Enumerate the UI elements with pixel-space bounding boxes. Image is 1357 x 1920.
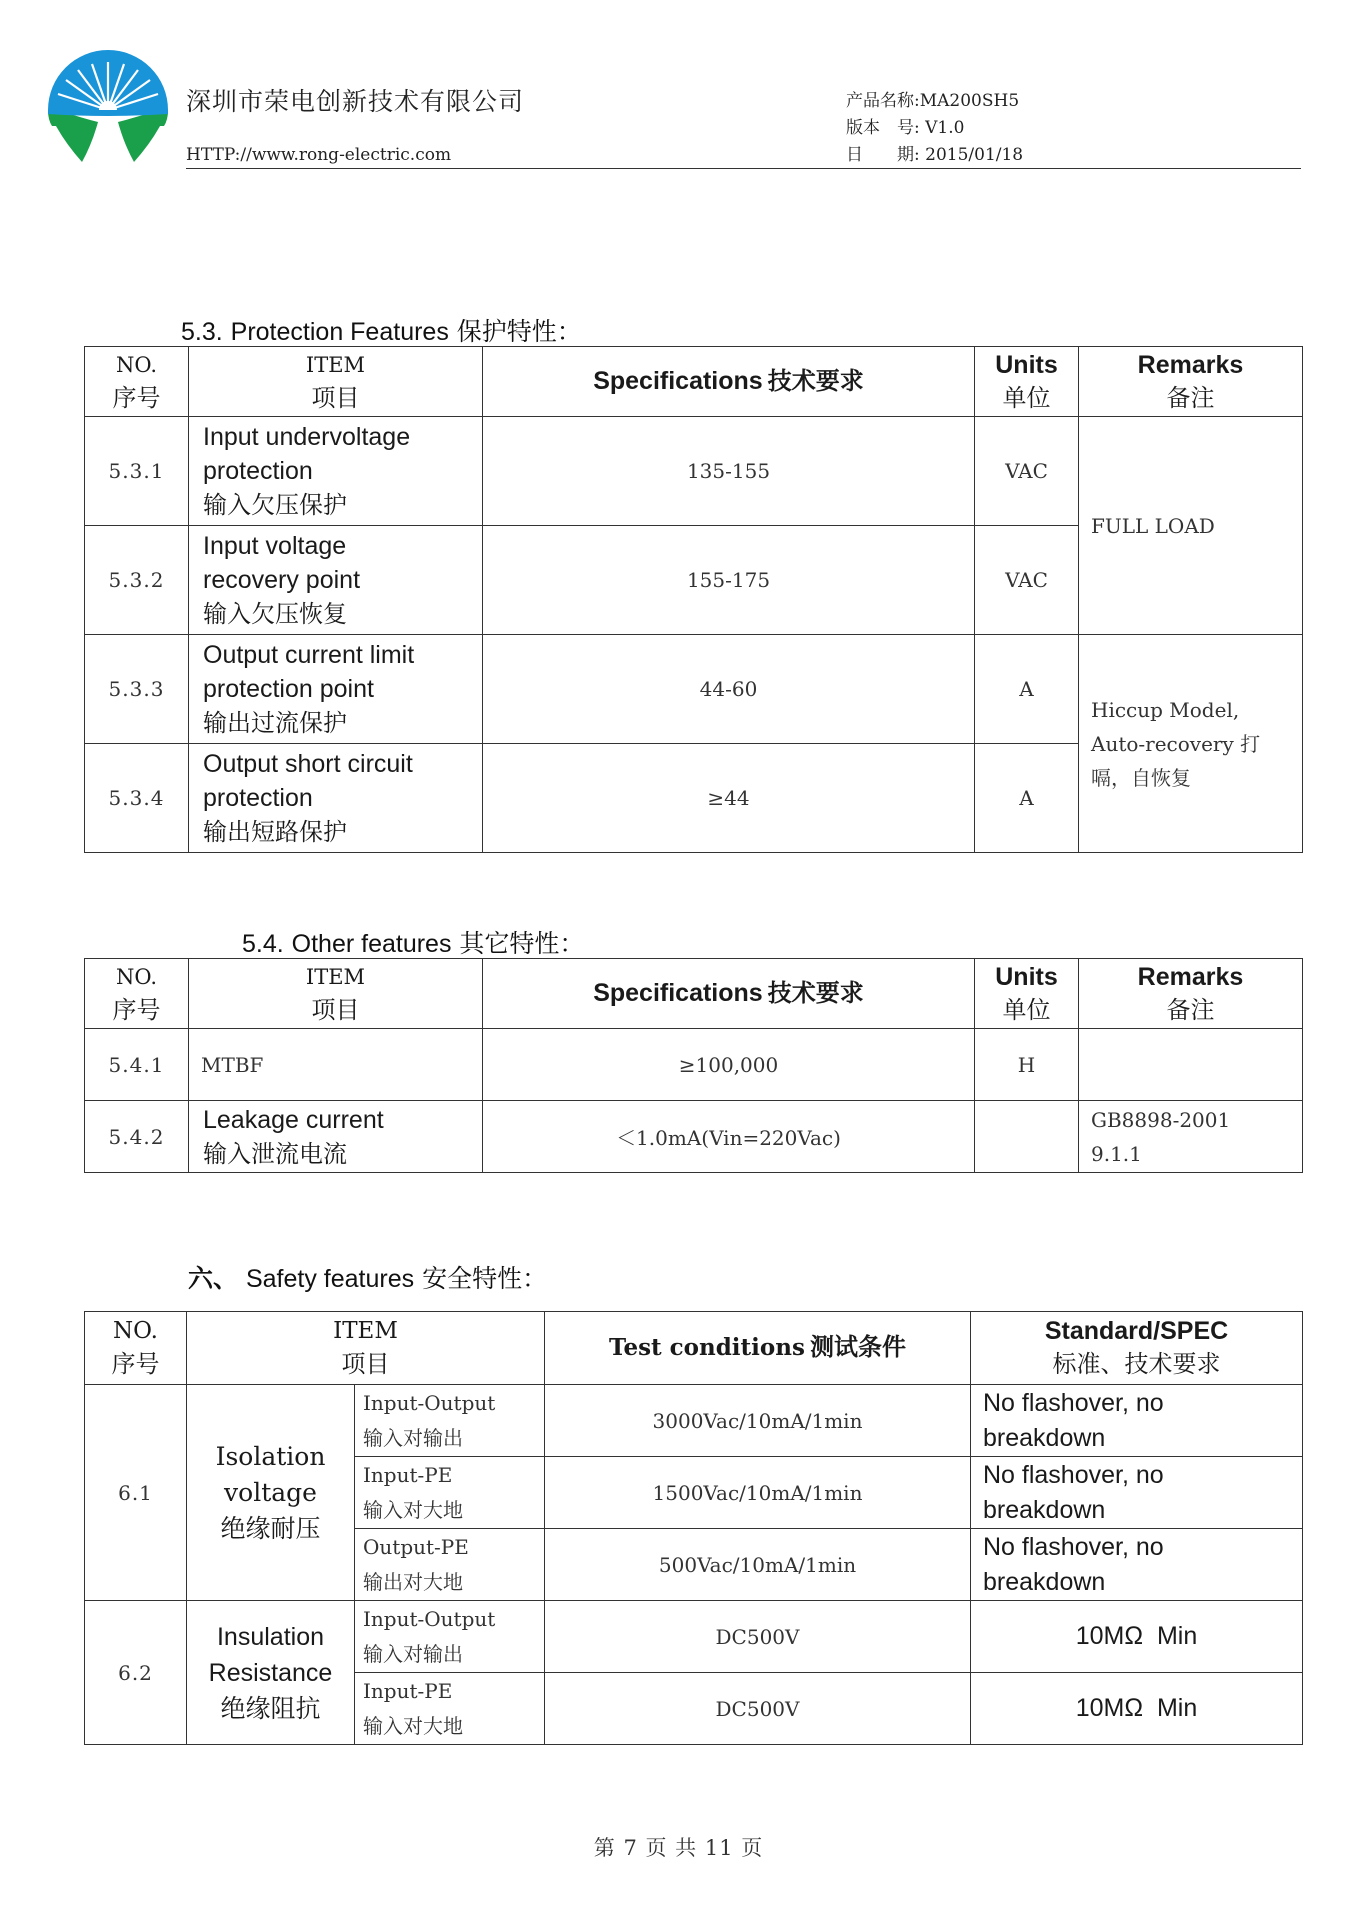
document-meta — [846, 88, 1023, 169]
header-rule — [186, 168, 1301, 169]
company-logo — [42, 48, 174, 168]
group-name: Isolation voltage 绝缘耐压 — [187, 1385, 355, 1601]
row-remark — [1079, 1029, 1303, 1101]
row-no: 5.4.1 — [85, 1029, 189, 1101]
table-row — [85, 417, 1303, 526]
row-no: 5.4.2 — [85, 1101, 189, 1173]
header-units: Units 单位 — [975, 347, 1079, 417]
row-unit: H — [975, 1029, 1079, 1101]
company-name: 深圳市荣电创新技术有限公司 — [186, 87, 525, 116]
row-no: 5.3.1 — [85, 417, 189, 526]
table-row — [85, 1101, 1303, 1173]
header-spec: Specifications 技术要求 — [483, 959, 975, 1029]
group-name: Insulation Resistance 绝缘阻抗 — [187, 1601, 355, 1745]
header-item: ITEM 项目 — [189, 959, 483, 1029]
row-item: Input voltage recovery point 输入欠压恢复 — [189, 526, 483, 635]
header-no: NO. 序号 — [85, 959, 189, 1029]
date: 日 期: 2015/01/18 — [846, 145, 1024, 165]
test-condition: 500Vac/10mA/1min — [545, 1529, 971, 1601]
sub-item: Output-PE 输出对大地 — [355, 1529, 545, 1601]
row-item: Input undervoltage protection 输入欠压保护 — [189, 417, 483, 526]
test-condition: 3000Vac/10mA/1min — [545, 1385, 971, 1457]
row-no: 5.3.4 — [85, 744, 189, 853]
protection-table — [84, 346, 1303, 853]
test-condition: DC500V — [545, 1673, 971, 1745]
sub-item: Input-PE 输入对大地 — [355, 1457, 545, 1529]
row-spec: 155-175 — [483, 526, 975, 635]
table-row — [85, 1385, 1303, 1457]
table-row — [85, 1601, 1303, 1673]
row-unit: A — [975, 635, 1079, 744]
standard-spec: 10MΩ Min — [971, 1601, 1303, 1673]
header-standard: Standard/SPEC 标准、技术要求 — [971, 1312, 1303, 1385]
row-unit: VAC — [975, 526, 1079, 635]
table-row — [85, 635, 1303, 744]
header-remarks: Remarks 备注 — [1079, 347, 1303, 417]
row-item: Leakage current 输入泄流电流 — [189, 1101, 483, 1173]
header-no: NO. 序号 — [85, 1312, 187, 1385]
row-item: Output short circuit protection 输出短路保护 — [189, 744, 483, 853]
company-url: HTTP://www.rong-electric.com — [186, 145, 452, 165]
row-spec: ≥44 — [483, 744, 975, 853]
standard-spec: No flashover, no breakdown — [971, 1529, 1303, 1601]
row-unit: A — [975, 744, 1079, 853]
header-item: ITEM 项目 — [187, 1312, 545, 1385]
remark-hiccup: Hiccup Model, Auto-recovery 打 嗝，自恢复 — [1079, 635, 1303, 853]
row-remark: GB8898-2001 9.1.1 — [1079, 1101, 1303, 1173]
table-row — [85, 1029, 1303, 1101]
safety-table — [84, 1311, 1303, 1745]
row-item: Output current limit protection point 输出过流保护 — [189, 635, 483, 744]
header-item: ITEM 项目 — [189, 347, 483, 417]
row-unit — [975, 1101, 1079, 1173]
row-spec: ＜1.0mA(Vin=220Vac) — [483, 1101, 975, 1173]
sub-item: Input-Output 输入对输出 — [355, 1601, 545, 1673]
header-units: Units 单位 — [975, 959, 1079, 1029]
product-name: 产品名称:MA200SH5 — [846, 91, 1020, 111]
section-title-safety: 六、 Safety features 安全特性： — [188, 1264, 548, 1293]
standard-spec: No flashover, no breakdown — [971, 1457, 1303, 1529]
group-no: 6.2 — [85, 1601, 187, 1745]
page-number: 第 7 页 共 11 页 — [593, 1836, 764, 1860]
table-header-row — [85, 347, 1303, 417]
row-spec: 44-60 — [483, 635, 975, 744]
test-condition: 1500Vac/10mA/1min — [545, 1457, 971, 1529]
other-features-table — [84, 958, 1303, 1173]
table-header-row — [85, 959, 1303, 1029]
header-spec: Specifications 技术要求 — [483, 347, 975, 417]
row-no: 5.3.3 — [85, 635, 189, 744]
table-header-row — [85, 1312, 1303, 1385]
remark-full-load: FULL LOAD — [1079, 417, 1303, 635]
row-no: 5.3.2 — [85, 526, 189, 635]
section-title-protection: 5.3. Protection Features 保护特性： — [181, 317, 582, 346]
standard-spec: 10MΩ Min — [971, 1673, 1303, 1745]
row-spec: 135-155 — [483, 417, 975, 526]
header-remarks: Remarks 备注 — [1079, 959, 1303, 1029]
section-title-other: 5.4. Other features 其它特性： — [242, 929, 585, 958]
row-unit: VAC — [975, 417, 1079, 526]
sub-item: Input-PE 输入对大地 — [355, 1673, 545, 1745]
header-no: NO. 序号 — [85, 347, 189, 417]
group-no: 6.1 — [85, 1385, 187, 1601]
row-spec: ≥100,000 — [483, 1029, 975, 1101]
row-item: MTBF — [189, 1029, 483, 1101]
header-test: Test conditions 测试条件 — [545, 1312, 971, 1385]
sub-item: Input-Output 输入对输出 — [355, 1385, 545, 1457]
standard-spec: No flashover, no breakdown — [971, 1385, 1303, 1457]
test-condition: DC500V — [545, 1601, 971, 1673]
version: 版本 号: V1.0 — [846, 118, 965, 138]
